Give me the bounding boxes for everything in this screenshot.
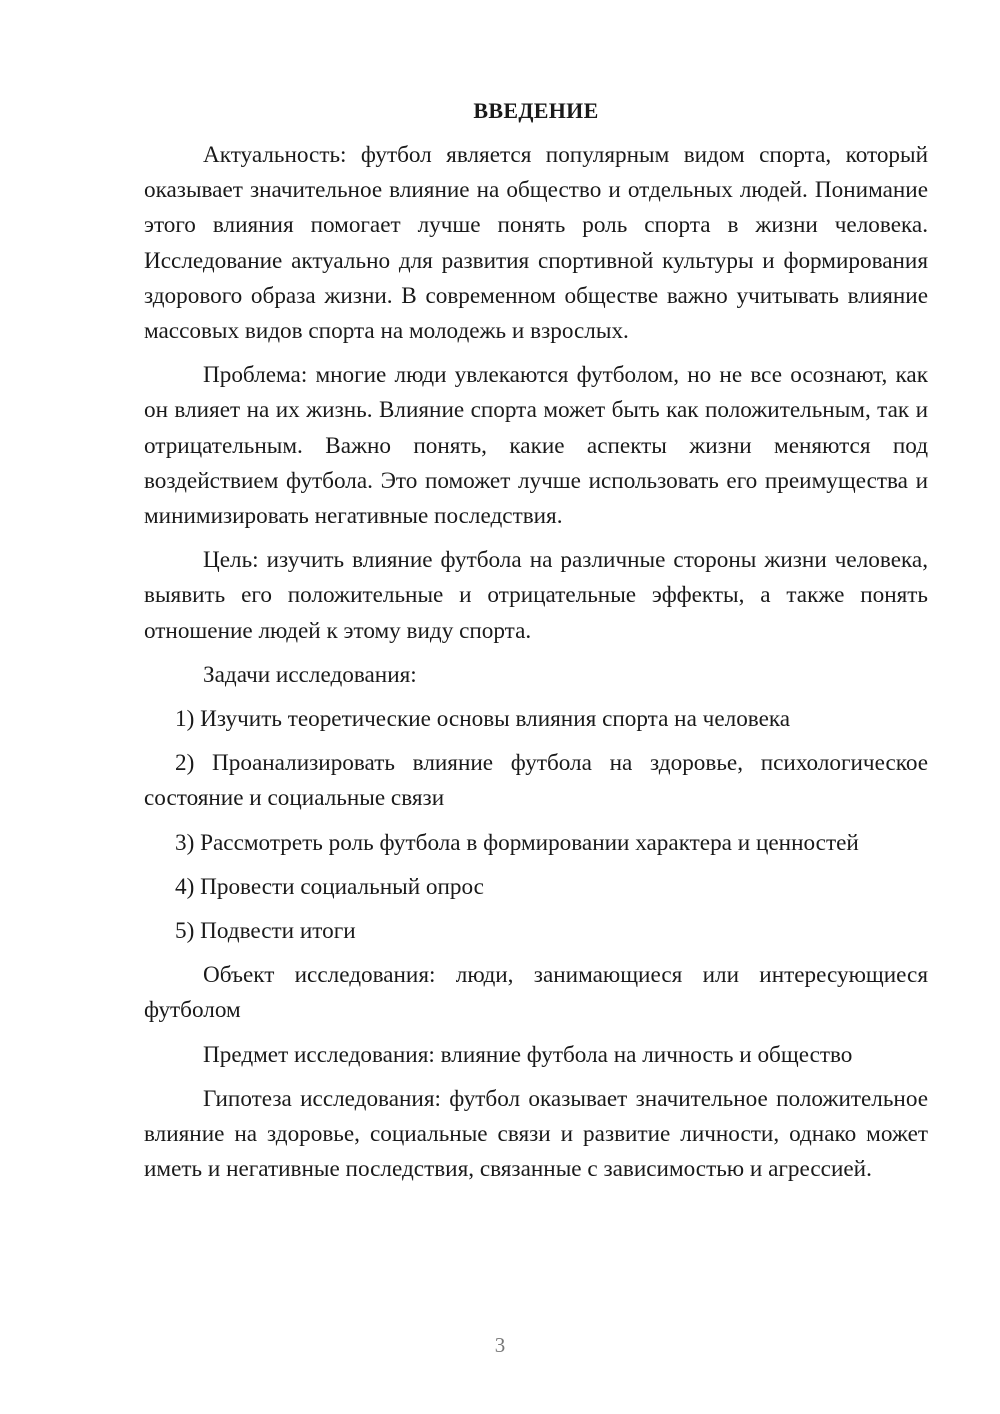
hypothesis-paragraph: Гипотеза исследования: футбол оказывает значительное положительное влияние на здоровье, социальные связи и развитие личности, однако может иметь и негативные последствия, связанные с зависимостью и агрессией. [144,1085,928,1183]
problem-paragraph: Проблема: многие люди увлекаются футболом, но не все осознают, как он влияет на их жизнь. Влияние спорта может быть как положительным, так и отрицательным. Важно понять, какие аспекты жизни меняются под воздействием футбола. Это поможет лучше использовать его преимущества и минимизировать негативные последствия. [144,362,928,530]
task-item: 5) Подвести итоги [175,918,356,945]
task-item: 3) Рассмотреть роль футбола в формировании характера и ценностей [175,829,859,856]
task-item: 2) Проанализировать влияние футбола на здоровье, психологическое состояние и социальные связи [144,750,928,812]
page-content [144,95,928,1196]
section-title: ВВЕДЕНИЕ [473,98,599,123]
task-item: 4) Провести социальный опрос [175,873,484,900]
tasks-heading: Задачи исследования: [203,661,417,688]
object-paragraph: Объект исследования: люди, занимающиеся или интересующиеся футболом [144,962,928,1024]
relevance-paragraph: Актуальность: футбол является популярным видом спорта, который оказывает значительное влияние на общество и отдельных людей. Понимание этого влияния помогает лучше понять роль спорта в жизни человека. Исследование актуально для развития спортивной культуры и формирования здорового образа жизни. В современном обществе важно учитывать влияние массовых видов спорта на молодежь и взрослых. [144,142,928,345]
goal-paragraph: Цель: изучить влияние футбола на различные стороны жизни человека, выявить его положительные и отрицательные эффекты, а также понять отношение людей к этому виду спорта. [144,547,928,644]
page-number: 3 [494,1333,506,1357]
subject-paragraph: Предмет исследования: влияние футбола на личность и общество [203,1041,853,1068]
task-item: 1) Изучить теоретические основы влияния спорта на человека [175,706,791,733]
